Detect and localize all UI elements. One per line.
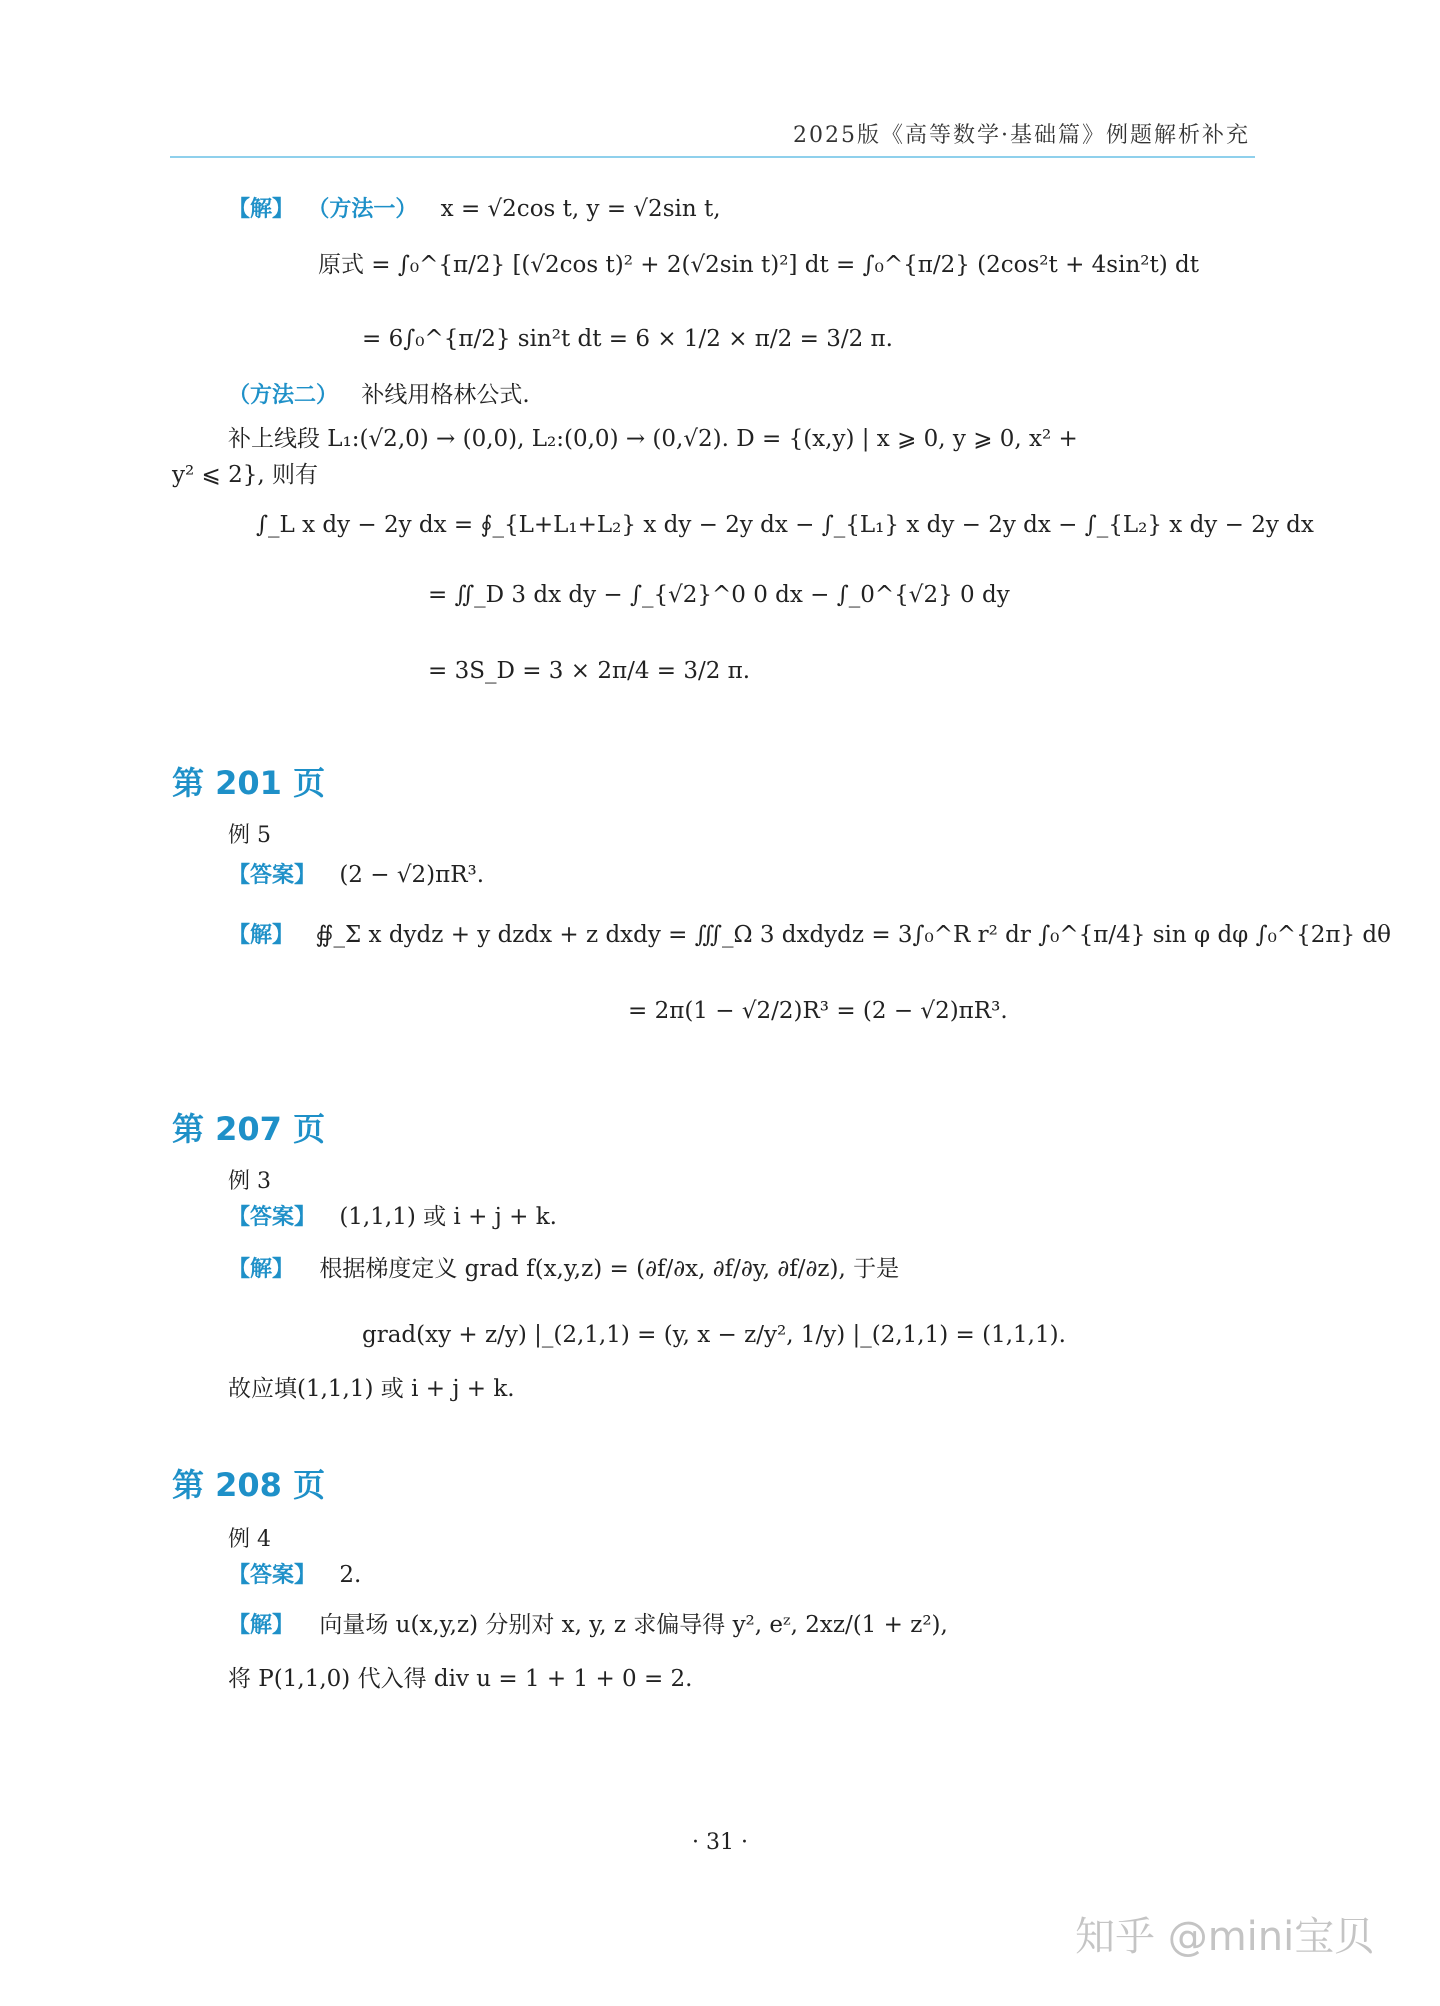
solve-tag: 【解】 — [228, 923, 295, 948]
method-two-line — [228, 382, 530, 410]
answer-line-201 — [228, 862, 484, 890]
section-title-207: 第 207 页 — [172, 1110, 326, 1148]
area-result-line: = 3S_D = 3 × 2π/4 = 3/2 π. — [428, 658, 751, 684]
page-number: · 31 · — [692, 1830, 748, 1855]
answer-line-208 — [228, 1562, 361, 1590]
segment-definition-cont: y² ⩽ 2}, 则有 — [172, 462, 318, 488]
param-equation: x = √2cos t, y = √2sin t, — [440, 196, 721, 222]
answer-tag: 【答案】 — [228, 1205, 317, 1230]
answer-tag: 【答案】 — [228, 863, 317, 888]
double-integral-line: = ∬_D 3 dx dy − ∫_{√2}^0 0 dx − ∫_0^{√2} 0 dy — [428, 582, 1010, 608]
example-label-208: 例 4 — [228, 1527, 271, 1552]
answer-value: (1,1,1) 或 i + j + k. — [339, 1204, 557, 1230]
solution-line-208 — [228, 1612, 948, 1640]
section-title-201: 第 201 页 — [172, 764, 326, 802]
answer-value: (2 − √2)πR³. — [339, 862, 485, 888]
answer-tag: 【答案】 — [228, 1563, 317, 1588]
integral-result-line: = 6∫₀^{π/2} sin²t dt = 6 × 1/2 × π/2 = 3/2 π. — [362, 326, 893, 352]
partial-derivatives: 向量场 u(x,y,z) 分别对 x, y, z 求偏导得 y², eᶻ, 2xz/(1 + z²), — [319, 1612, 948, 1638]
solution-line-201 — [228, 922, 1391, 950]
gauss-result-line: = 2π(1 − √2/2)R³ = (2 − √2)πR³. — [628, 998, 1008, 1024]
conclusion-line-207: 故应填(1,1,1) 或 i + j + k. — [228, 1376, 515, 1402]
solution-line-1 — [228, 196, 721, 224]
integral-line-1: 原式 = ∫₀^{π/2} [(√2cos t)² + 2(√2sin t)²] dt = ∫₀^{π/2} (2cos²t + 4sin²t) dt — [318, 252, 1199, 278]
solve-tag: 【解】 — [228, 197, 295, 222]
divergence-result: 将 P(1,1,0) 代入得 div u = 1 + 1 + 0 = 2. — [228, 1666, 693, 1692]
method-two-text: 补线用格林公式. — [361, 382, 530, 408]
gradient-evaluation: grad(xy + z/y) |_(2,1,1) = (y, x − z/y², 1/y) |_(2,1,1) = (1,1,1). — [362, 1322, 1066, 1348]
green-formula-line: ∫_L x dy − 2y dx = ∮_{L+L₁+L₂} x dy − 2y dx − ∫_{L₁} x dy − 2y dx − ∫_{L₂} x dy − 2y dx — [256, 512, 1314, 538]
gauss-formula: ∯_Σ x dydz + y dzdx + z dxdy = ∭_Ω 3 dxdydz = 3∫₀^R r² dr ∫₀^{π/4} sin φ dφ ∫₀^{2π} dθ — [315, 922, 1391, 948]
answer-line-207 — [228, 1204, 557, 1232]
running-header: 2025版《高等数学·基础篇》例题解析补充 — [793, 123, 1250, 148]
example-label-201: 例 5 — [228, 823, 271, 848]
watermark: 知乎 @mini宝贝 — [1075, 1914, 1375, 1960]
method-two-tag: （方法二） — [228, 383, 339, 408]
section-title-208: 第 208 页 — [172, 1466, 326, 1504]
header-rule — [170, 156, 1255, 158]
method-one-tag: （方法一） — [307, 197, 418, 222]
answer-value: 2. — [339, 1562, 362, 1588]
solve-tag: 【解】 — [228, 1613, 295, 1638]
segment-definition-line: 补上线段 L₁:(√2,0) → (0,0), L₂:(0,0) → (0,√2). D = {(x,y) | x ⩾ 0, y ⩾ 0, x² + — [228, 426, 1078, 452]
solution-line-207 — [228, 1256, 899, 1284]
solve-tag: 【解】 — [228, 1257, 295, 1282]
example-label-207: 例 3 — [228, 1169, 271, 1194]
gradient-definition: 根据梯度定义 grad f(x,y,z) = (∂f/∂x, ∂f/∂y, ∂f/∂z), 于是 — [319, 1256, 900, 1282]
